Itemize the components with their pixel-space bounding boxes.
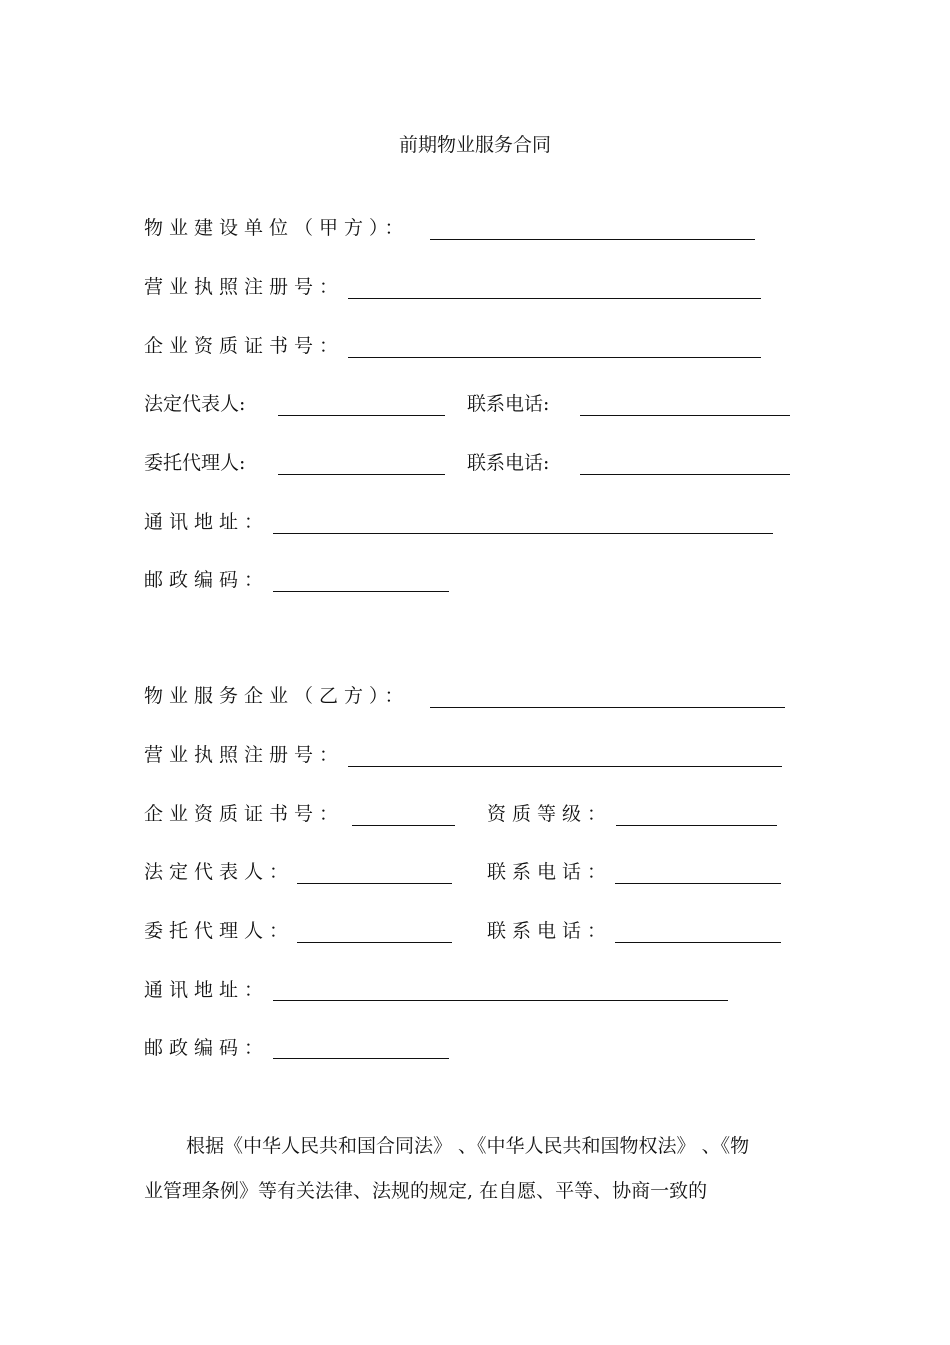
party-a-qualification-label: 企业资质证书号：: [144, 335, 345, 357]
party-b-qualification-label: 企业资质证书号：: [144, 803, 345, 825]
party-b-postcode-field[interactable]: [273, 1058, 449, 1059]
party-a-heading: 物业建设单位（甲方）：: [144, 217, 410, 239]
party-b-agent-label: 委托代理人：: [144, 920, 295, 942]
party-a-qualification-field[interactable]: [348, 357, 761, 358]
party-a-phone-field-1[interactable]: [580, 415, 790, 416]
party-a-license-label: 营业执照注册号：: [144, 276, 345, 298]
party-b-postcode-label: 邮政编码：: [144, 1037, 270, 1059]
party-b-license-field[interactable]: [348, 766, 782, 767]
preamble-paragraph: [144, 1124, 814, 1214]
party-a-license-field[interactable]: [348, 298, 761, 299]
party-a-postcode-field[interactable]: [273, 591, 449, 592]
party-a-name-field[interactable]: [430, 239, 755, 240]
preamble-line-2: 业管理条例》等有关法律、法规的规定, 在自愿、平等、协商一致的: [144, 1180, 708, 1202]
party-b-heading: 物业服务企业（乙方）：: [144, 685, 410, 707]
party-a-phone-label-2: 联系电话:: [467, 452, 550, 474]
party-a-address-field[interactable]: [273, 533, 773, 534]
party-b-legal-rep-label: 法定代表人：: [144, 861, 295, 883]
party-b-address-label: 通讯地址：: [144, 979, 270, 1001]
party-b-grade-label: 资质等级：: [487, 803, 613, 825]
party-a-address-label: 通讯地址：: [144, 511, 270, 533]
party-a-phone-field-2[interactable]: [580, 474, 790, 475]
party-b-address-field[interactable]: [273, 1000, 728, 1001]
party-a-postcode-label: 邮政编码：: [144, 569, 270, 591]
party-b-name-field[interactable]: [430, 707, 785, 708]
party-b-phone-field-2[interactable]: [615, 942, 781, 943]
party-a-agent-field[interactable]: [278, 474, 445, 475]
party-b-qualification-field[interactable]: [352, 825, 455, 826]
party-b-phone-label-2: 联系电话：: [487, 920, 613, 942]
party-a-agent-label: 委托代理人:: [144, 452, 246, 474]
party-b-phone-field-1[interactable]: [615, 883, 781, 884]
party-b-phone-label-1: 联系电话：: [487, 861, 613, 883]
party-a-legal-rep-label: 法定代表人:: [144, 393, 246, 415]
party-b-agent-field[interactable]: [297, 942, 452, 943]
preamble-line-1: 根据《中华人民共和国合同法》 、《中华人民共和国物权法》 、《物: [186, 1135, 750, 1157]
document-title: 前期物业服务合同: [398, 134, 551, 156]
party-b-legal-rep-field[interactable]: [297, 883, 452, 884]
party-a-legal-rep-field[interactable]: [278, 415, 445, 416]
party-b-license-label: 营业执照注册号：: [144, 744, 345, 766]
party-b-grade-field[interactable]: [616, 825, 777, 826]
party-a-phone-label-1: 联系电话:: [467, 393, 550, 415]
